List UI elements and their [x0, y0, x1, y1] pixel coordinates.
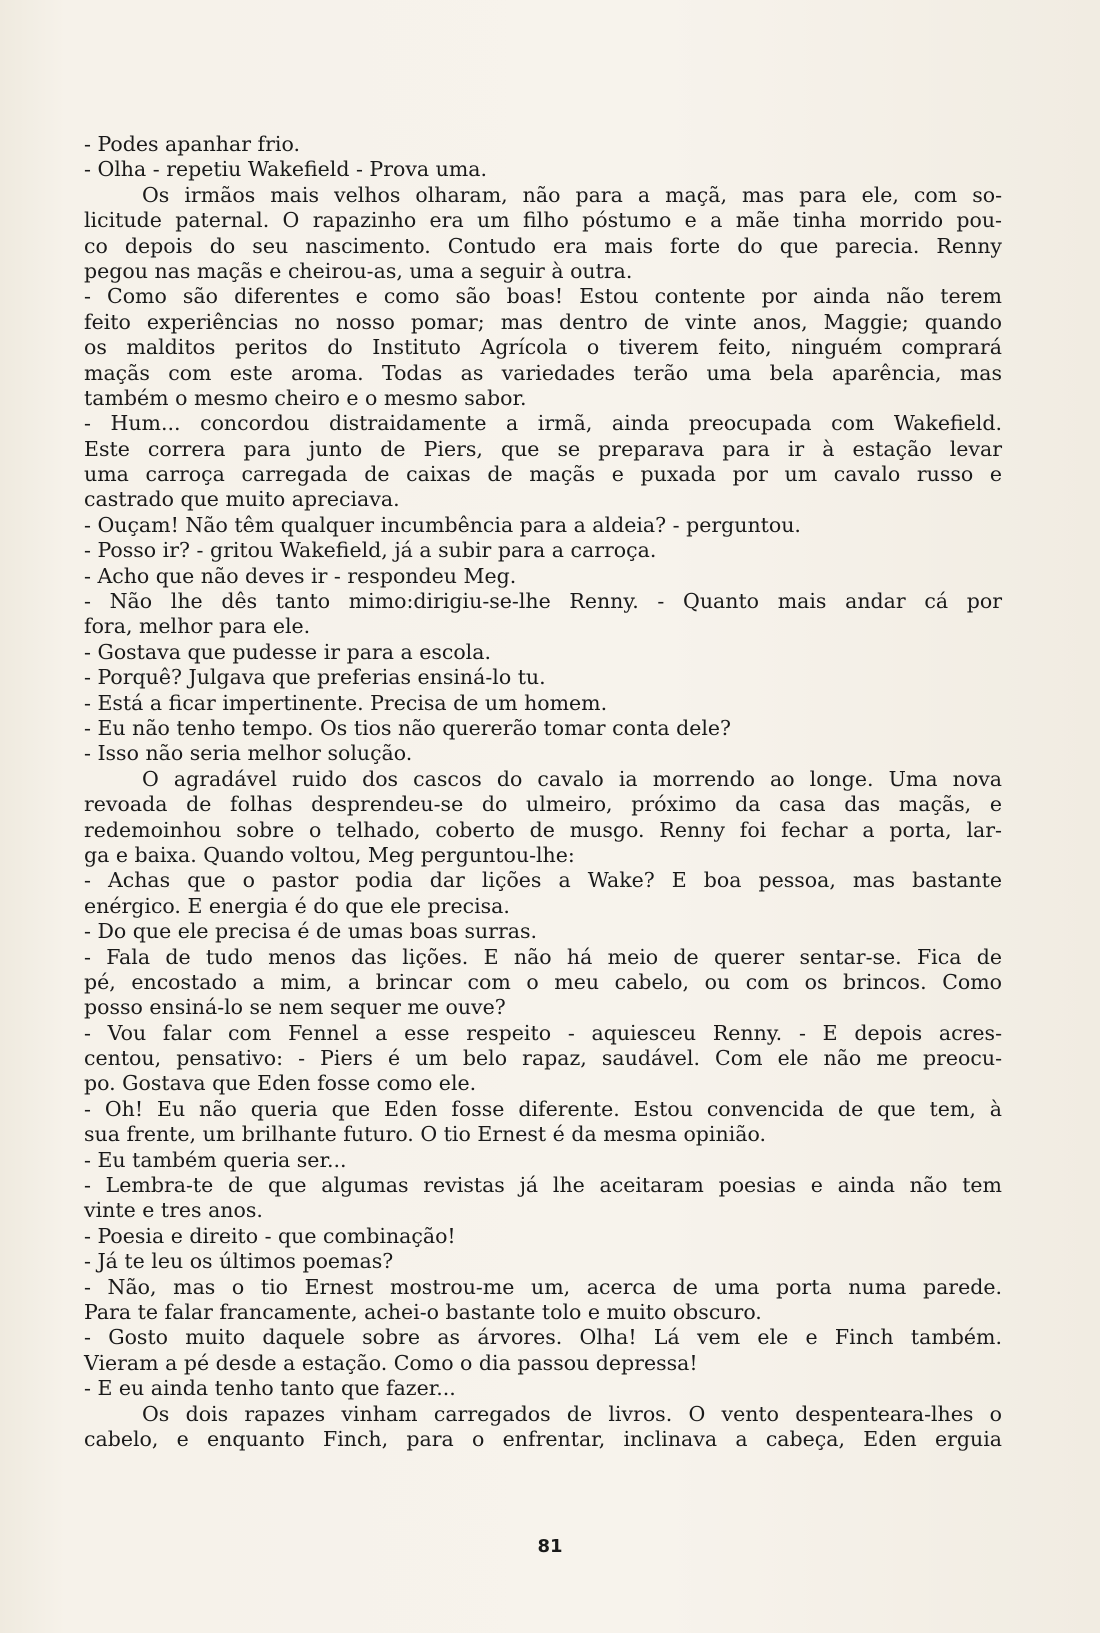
text-line: uma carroça carregada de caixas de maçãs e puxada por um cavalo russo e	[84, 462, 1002, 487]
text-line: co depois do seu nascimento. Contudo era mais forte do que parecia. Renny	[84, 233, 1002, 258]
text-line: Os dois rapazes vinham carregados de livros. O vento despenteara-lhes o	[142, 1401, 1002, 1426]
text-line: Os irmãos mais velhos olharam, não para a maçã, mas para ele, com so-	[142, 182, 1002, 207]
text-line: - Está a ficar impertinente. Precisa de um homem.	[84, 690, 608, 715]
text-line: - Podes apanhar frio.	[84, 132, 300, 156]
text-line: também o mesmo cheiro e o mesmo sabor.	[84, 385, 527, 410]
text-line: - Olha - repetiu Wakefield - Prova uma.	[84, 157, 488, 182]
text-line: os malditos peritos do Instituto Agrícola o tiverem feito, ninguém comprará	[84, 335, 1002, 360]
text-line: - Acho que não deves ir - respondeu Meg.	[84, 563, 517, 588]
text-line: - Vou falar com Fennel a esse respeito - aquiesceu Renny. - E depois acres-	[84, 1020, 1002, 1045]
text-line: - Poesia e direito - que combinação!	[84, 1223, 456, 1248]
text-line: O agradável ruido dos cascos do cavalo ia morrendo ao longe. Uma nova	[142, 766, 1002, 791]
text-line: - Não lhe dês tanto mimo:dirigiu-se-lhe Renny. - Quanto mais andar cá por	[84, 589, 1002, 614]
text-line: - Gostava que pudesse ir para a escola.	[84, 639, 491, 664]
text-line: - Gosto muito daquele sobre as árvores. Olha! Lá vem ele e Finch também.	[84, 1325, 1002, 1350]
text-line: revoada de folhas desprendeu-se do ulmeiro, próximo da casa das maçãs, e	[84, 792, 1002, 817]
text-line: po. Gostava que Eden fosse como ele.	[84, 1071, 477, 1096]
text-line: Vieram a pé desde a estação. Como o dia passou depressa!	[84, 1350, 698, 1375]
page-body-text	[84, 132, 1002, 1452]
text-line: - Hum... concordou distraidamente a irmã, ainda preocupada com Wakefield.	[84, 411, 1002, 436]
text-line: - Do que ele precisa é de umas boas surras.	[84, 919, 538, 944]
text-line: centou, pensativo: - Piers é um belo rapaz, saudável. Com ele não me preocu-	[84, 1046, 1002, 1071]
text-line: fora, melhor para ele.	[84, 614, 311, 639]
text-line: - Fala de tudo menos das lições. E não há meio de querer sentar-se. Fica de	[84, 944, 1002, 969]
text-line: sua frente, um brilhante futuro. O tio Ernest é da mesma opinião.	[84, 1122, 766, 1147]
text-line: - Porquê? Julgava que preferias ensiná-lo tu.	[84, 665, 546, 690]
text-line: - Já te leu os últimos poemas?	[84, 1249, 394, 1274]
text-line: Este correra para junto de Piers, que se preparava para ir à estação levar	[84, 436, 1002, 461]
text-line: - Eu também queria ser...	[84, 1147, 347, 1172]
page-number: 81	[537, 1536, 563, 1557]
text-line: - Ouçam! Não têm qualquer incumbência para a aldeia? - perguntou.	[84, 512, 801, 537]
text-line: vinte e tres anos.	[84, 1198, 263, 1223]
text-line: cabelo, e enquanto Finch, para o enfrentar, inclinava a cabeça, Eden erguia	[84, 1426, 1002, 1451]
text-line: - Posso ir? - gritou Wakefield, já a subir para a carroça.	[84, 538, 657, 563]
text-line: - E eu ainda tenho tanto que fazer...	[84, 1376, 456, 1401]
text-line: - Lembra-te de que algumas revistas já lhe aceitaram poesias e ainda não tem	[84, 1173, 1002, 1198]
text-line: - Eu não tenho tempo. Os tios não quererão tomar conta dele?	[84, 715, 732, 740]
text-line: posso ensiná-lo se nem sequer me ouve?	[84, 995, 506, 1020]
text-line: maçãs com este aroma. Todas as variedades terão uma bela aparência, mas	[84, 360, 1002, 385]
text-line: pé, encostado a mim, a brincar com o meu cabelo, ou com os brincos. Como	[84, 969, 1002, 994]
text-line: - Não, mas o tio Ernest mostrou-me um, acerca de uma porta numa parede.	[84, 1274, 1002, 1299]
text-line: - Achas que o pastor podia dar lições a Wake? E boa pessoa, mas bastante	[84, 868, 1002, 893]
text-line: ga e baixa. Quando voltou, Meg perguntou-lhe:	[84, 842, 575, 867]
text-line: castrado que muito apreciava.	[84, 487, 400, 512]
text-line: - Isso não seria melhor solução.	[84, 741, 413, 766]
text-line: enérgico. E energia é do que ele precisa.	[84, 893, 510, 918]
text-line: redemoinhou sobre o telhado, coberto de musgo. Renny foi fechar a porta, lar-	[84, 817, 1002, 842]
text-line: feito experiências no nosso pomar; mas dentro de vinte anos, Maggie; quando	[84, 309, 1002, 334]
text-line: Para te falar francamente, achei-o bastante tolo e muito obscuro.	[84, 1299, 762, 1324]
text-line: - Oh! Eu não queria que Eden fosse diferente. Estou convencida de que tem, à	[84, 1096, 1002, 1121]
text-line: pegou nas maçãs e cheirou-as, uma a seguir à outra.	[84, 258, 633, 283]
text-line: - Como são diferentes e como são boas! Estou contente por ainda não terem	[84, 284, 1002, 309]
text-line: licitude paternal. O rapazinho era um filho póstumo e a mãe tinha morrido pou-	[84, 208, 1002, 233]
